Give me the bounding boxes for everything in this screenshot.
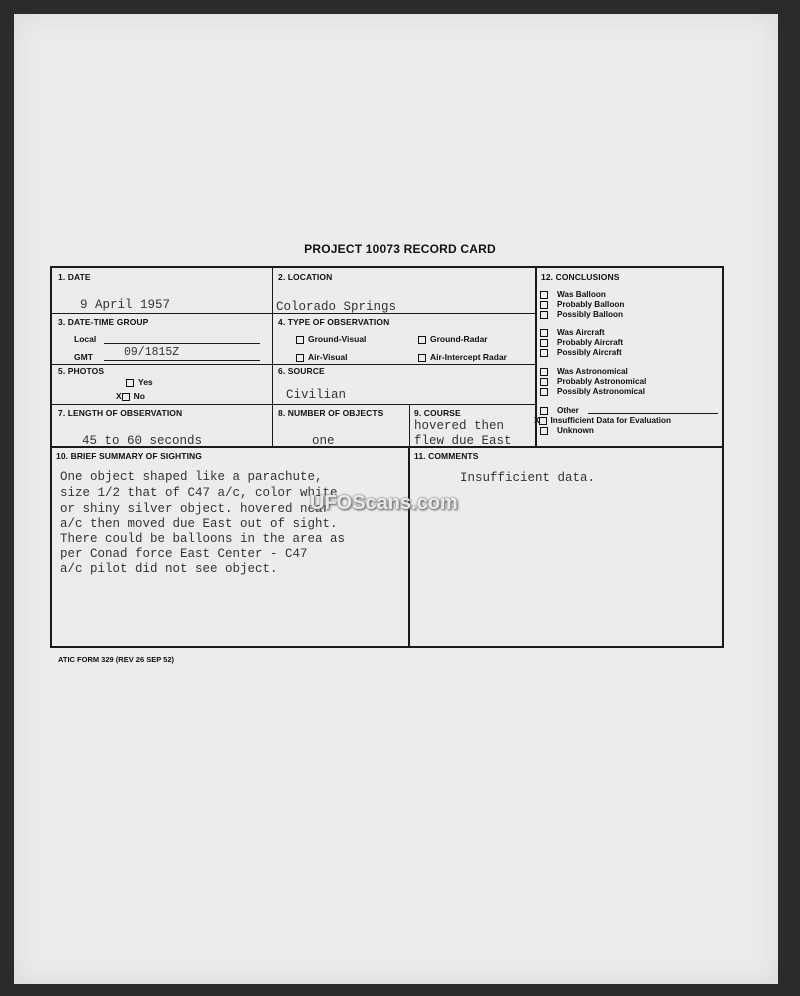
checkbox-icon [418,354,426,362]
course-line-2: flew due East [414,434,512,448]
conclusion-possibly-astronomical: Possibly Astronomical [540,387,645,396]
date-label: 1. DATE [58,272,91,282]
date-value: 9 April 1957 [80,298,171,312]
divider [51,404,536,405]
checkbox-icon [539,417,547,425]
conclusion-was-astronomical: Was Astronomical [540,367,628,376]
local-label: Local [74,334,97,344]
checkbox-icon [418,336,426,344]
conclusion-other: Other [540,406,579,415]
checkbox-icon [296,336,304,344]
comments-label: 11. COMMENTS [414,451,479,461]
divider [409,404,410,446]
gmt-underline [104,360,260,361]
num-objects-label: 8. NUMBER OF OBJECTS [278,408,384,418]
conclusion-possibly-balloon: Possibly Balloon [540,310,623,319]
checkbox-icon [540,349,548,357]
checked-mark: X [534,416,540,425]
checkbox-icon [540,368,548,376]
checkbox-icon [296,354,304,362]
summary-line: size 1/2 that of C47 a/c, color white [60,486,338,500]
summary-line: per Conad force East Center - C47 [60,547,308,561]
summary-line: a/c pilot did not see object. [60,562,278,576]
card-title: PROJECT 10073 RECORD CARD [304,242,496,256]
checkbox-icon [540,427,548,435]
length-value: 45 to 60 seconds [82,434,203,448]
other-underline [588,413,718,414]
conclusion-was-balloon: Was Balloon [540,290,606,299]
checkbox-icon [540,378,548,386]
air-intercept-option: Air-Intercept Radar [418,352,507,362]
air-visual-option: Air-Visual [296,352,348,362]
source-value: Civilian [286,388,347,402]
summary-line: a/c then moved due East out of sight. [60,517,338,531]
checkbox-icon [540,339,548,347]
conclusion-possibly-aircraft: Possibly Aircraft [540,348,622,357]
conclusions-label: 12. CONCLUSIONS [541,272,620,282]
location-label: 2. LOCATION [278,272,333,282]
form-id: ATIC FORM 329 (REV 26 SEP 52) [58,655,175,664]
course-label: 9. COURSE [414,408,461,418]
checkbox-icon [122,393,130,401]
checkbox-icon [540,329,548,337]
photos-yes-option: Yes [126,377,153,387]
summary-line: One object shaped like a parachute, [60,470,323,484]
ground-visual-option: Ground-Visual [296,334,366,344]
checkbox-icon [540,407,548,415]
checkbox-icon [540,301,548,309]
conclusion-probably-aircraft: Probably Aircraft [540,338,623,347]
divider [408,447,410,647]
checkbox-icon [126,379,134,387]
conclusion-insufficient-data: X Insufficient Data for Evaluation [534,416,672,425]
checked-mark: X [116,391,122,401]
comments-value: Insufficient data. [460,471,596,485]
num-objects-value: one [312,434,335,448]
divider [272,268,273,446]
location-value: Colorado Springs [276,300,397,314]
course-line-1: hovered then [414,419,505,433]
gmt-label: GMT [74,352,93,362]
checkbox-icon [540,388,548,396]
ground-radar-option: Ground-Radar [418,334,488,344]
checkbox-icon [540,291,548,299]
conclusion-probably-astronomical: Probably Astronomical [540,377,646,386]
source-label: 6. SOURCE [278,366,325,376]
summary-line: There could be balloons in the area as [60,532,346,546]
conclusion-was-aircraft: Was Aircraft [540,328,605,337]
conclusion-unknown: Unknown [540,426,594,435]
summary-line: or shiny silver object. hovered near [60,502,331,516]
summary-label: 10. BRIEF SUMMARY OF SIGHTING [56,451,202,461]
watermark-logo: UFOScans.com [310,492,458,514]
length-label: 7. LENGTH OF OBSERVATION [58,408,183,418]
divider [51,364,536,365]
gmt-value: 09/1815Z [124,346,180,359]
checkbox-icon [540,311,548,319]
conclusion-probably-balloon: Probably Balloon [540,300,624,309]
local-underline [104,343,260,344]
photos-no-option: X No [116,391,146,401]
dtg-label: 3. DATE-TIME GROUP [58,317,149,327]
observation-type-label: 4. TYPE OF OBSERVATION [278,317,390,327]
photos-label: 5. PHOTOS [58,366,105,376]
